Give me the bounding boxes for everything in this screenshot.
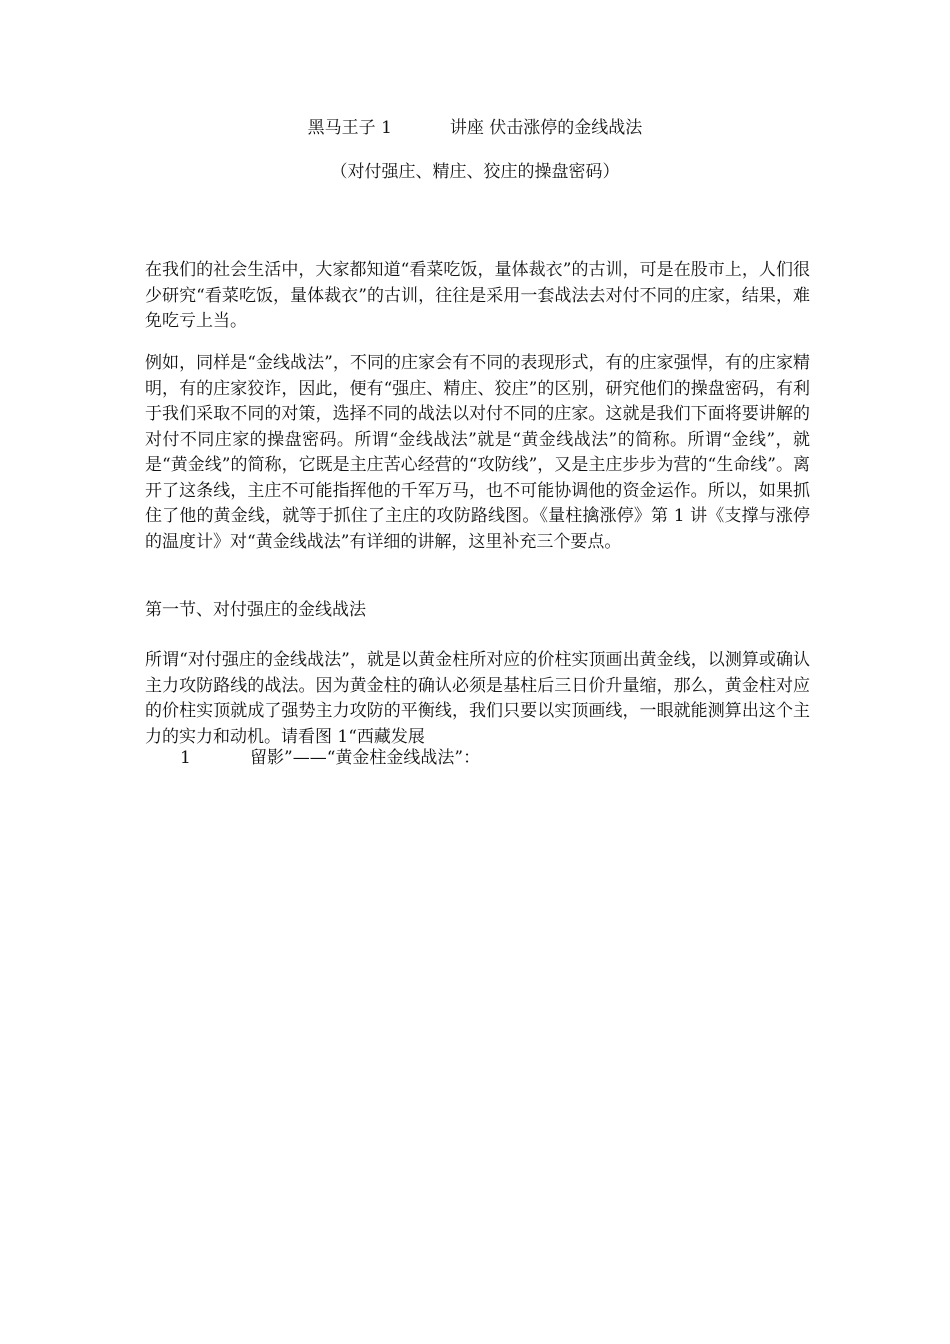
figure-number: 1 (180, 748, 191, 768)
section-heading: 第一节、对付强庄的金线战法 (145, 600, 366, 620)
intro-paragraph: 在我们的社会生活中，大家都知道“看菜吃饭，量体裁衣”的古训，可是在股市上，人们很少研究“看菜吃饭，量体裁衣”的古训，往往是采用一套战法去对付不同的庄家，结果，难免吃亏上当。 (145, 260, 810, 331)
figure-caption (180, 746, 480, 771)
body-paragraph: 例如，同样是“金线战法”，不同的庄家会有不同的表现形式，有的庄家强悍，有的庄家精明，有的庄家狡诈，因此，便有“强庄、精庄、狡庄”的区别，研究他们的操盘密码，有利于我们采取不同的对策，选择不同的战法以对付不同的庄家。这就是我们下面将要讲解的对付不同庄家的操盘密码。所谓“金线战法”就是“黄金线战法”的简称。所谓“金线”，就是“黄金线”的简称，它既是主庄苦心经营的“攻防线”，又是主庄步步为营的“生命线”。离开了这条线，主庄不可能指挥他的千军万马，也不可能协调他的资金运作。所以，如果抓住了他的黄金线，就等于抓住了主庄的攻防路线图。《量柱擒涨停》第 1 讲《支撑与涨停的温度计》对“黄金线战法”有详细的讲解，这里补充三个要点。 (145, 353, 810, 552)
title-part-1: 黑马王子 1 (307, 118, 392, 138)
figure-caption-text: 留影”——“黄金柱金线战法”： (250, 748, 481, 768)
document-subtitle: （对付强庄、精庄、狡庄的操盘密码） (330, 162, 620, 182)
section-paragraph: 所谓“对付强庄的金线战法”，就是以黄金柱所对应的价柱实顶画出黄金线，以测算或确认主力攻防路线的战法。因为黄金柱的确认必须是基柱后三日价升量缩，那么，黄金柱对应的价柱实顶就成了强势主力攻防的平衡线，我们只要以实顶画线，一眼就能测算出这个主力的实力和动机。请看图 1“西藏发展 (145, 650, 810, 747)
document-title (0, 116, 950, 140)
title-part-2: 讲座 伏击涨停的金线战法 (449, 118, 643, 138)
